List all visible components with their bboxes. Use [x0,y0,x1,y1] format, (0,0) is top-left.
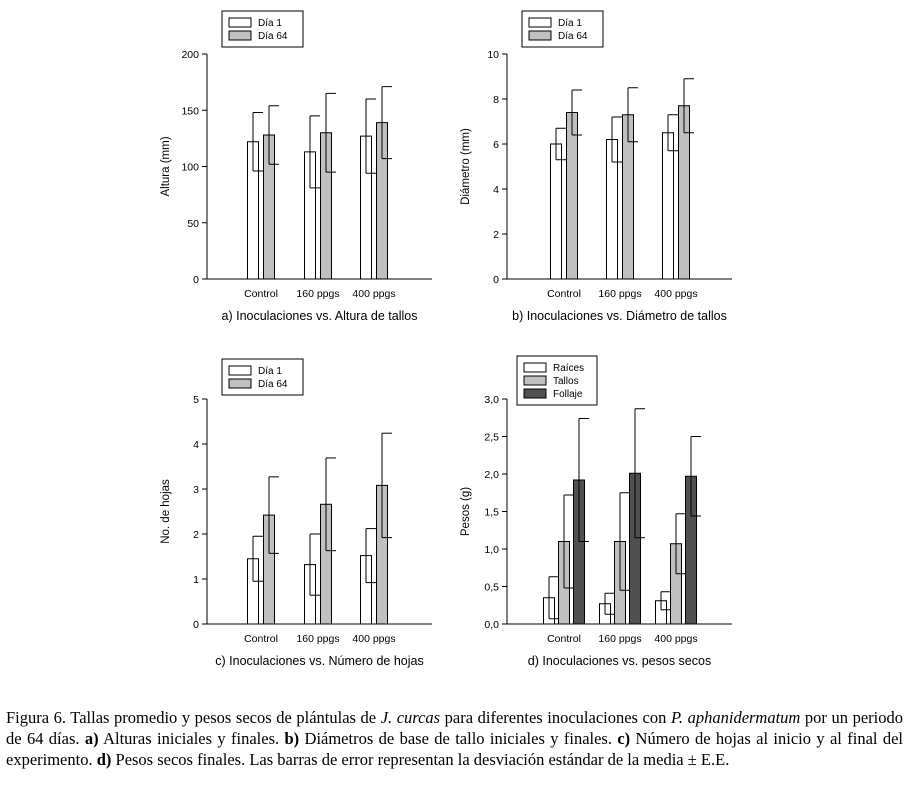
x-tick-label: 400 ppgs [654,288,698,300]
legend-swatch [229,18,251,27]
caption-label: Figura 6. [6,707,67,727]
legend-label: Tallos [553,376,579,387]
panel-caption: b) Inoculaciones vs. Diámetro de tallos [512,309,727,323]
caption-a-label: a) [84,728,99,748]
y-tick-label: 0,0 [484,619,499,631]
y-tick-label: 2,5 [484,431,499,444]
x-tick-label: 160 ppgs [296,288,340,300]
caption-pathogen: P. aphanidermatum [670,707,801,727]
x-tick-label: Control [547,288,581,300]
panel-caption: a) Inoculaciones vs. Altura de tallos [221,309,418,323]
y-tick-label: 3 [193,484,199,496]
chart-panel-4 [460,356,732,668]
x-tick-label: 160 ppgs [598,288,642,300]
y-tick-label: 200 [181,49,199,61]
legend-swatch [229,379,251,388]
chart-panel-3 [160,359,432,668]
x-tick-label: 400 ppgs [352,633,396,645]
legend-label: Día 64 [558,31,588,42]
caption-text-1: Tallas promedio y pesos secos de plántulas de [66,707,381,727]
legend-label: Día 1 [558,18,582,29]
panel-caption: d) Inoculaciones vs. pesos secos [527,654,712,668]
caption-d-text: Pesos secos finales. Las barras de error representan la desviación estándar de la media ± E.E. [111,749,730,769]
y-tick-label: 2 [493,229,499,241]
caption-text-3: por un periodo de 64 días. [6,707,903,748]
x-tick-label: Control [244,288,278,300]
bar [567,113,578,280]
y-tick-label: 4 [493,184,499,196]
bar [663,133,674,279]
legend-swatch [529,31,551,40]
legend-label: Follaje [553,389,583,400]
x-tick-label: 160 ppgs [598,633,642,645]
y-tick-label: 0,5 [484,581,499,594]
figure-caption [6,707,903,770]
y-axis-label: Pesos (g) [460,486,472,537]
bar [551,144,562,279]
caption-text-2: para diferentes inoculaciones con [440,707,671,727]
legend-swatch [229,31,251,40]
y-tick-label: 1,5 [484,506,499,519]
x-tick-label: 400 ppgs [352,288,396,300]
y-tick-label: 10 [487,49,499,61]
legend-swatch [229,366,251,375]
y-tick-label: 1,0 [484,544,499,556]
y-tick-label: 3,0 [484,394,499,406]
chart-panel-1 [160,11,432,323]
caption-a-text: Alturas iniciales y finales. [98,728,285,748]
x-tick-label: 160 ppgs [296,633,340,645]
y-tick-label: 2 [193,529,199,541]
y-tick-label: 5 [193,394,199,406]
legend-label: Día 64 [258,31,288,42]
y-tick-label: 8 [493,94,499,106]
legend-swatch [529,18,551,27]
y-tick-label: 50 [187,217,199,230]
legend-label: Día 1 [258,18,282,29]
y-tick-label: 6 [493,139,499,151]
caption-species: J. curcas [380,707,441,727]
y-tick-label: 0 [493,274,499,286]
legend-label: Raíces [553,363,585,374]
y-axis-label: No. de hojas [160,479,172,544]
caption-c-label: c) [617,728,631,748]
y-tick-label: 2,0 [484,469,499,481]
caption-b-label: b) [284,728,300,748]
y-tick-label: 4 [193,439,199,451]
panel-caption: c) Inoculaciones vs. Número de hojas [215,654,424,668]
legend-label: Día 1 [258,366,282,377]
caption-c-text: Número de hojas al inicio y al final del experimento. [6,728,903,769]
x-tick-label: 400 ppgs [654,633,698,645]
y-axis-label: Diámetro (mm) [460,128,472,205]
chart-panel-2 [460,11,732,323]
y-tick-label: 150 [181,105,199,118]
legend-label: Día 64 [258,379,288,390]
caption-b-text: Diámetros de base de tallo iniciales y finales. [299,728,618,748]
y-tick-label: 0 [193,619,199,631]
y-tick-label: 1 [193,574,199,586]
y-axis-label: Altura (mm) [160,136,172,197]
caption-d-label: d) [96,749,112,769]
legend-swatch [524,363,546,372]
y-tick-label: 100 [181,161,199,174]
x-tick-label: Control [244,633,278,645]
x-tick-label: Control [547,633,581,645]
legend-swatch [524,389,546,398]
legend-swatch [524,376,546,385]
y-tick-label: 0 [193,274,199,286]
